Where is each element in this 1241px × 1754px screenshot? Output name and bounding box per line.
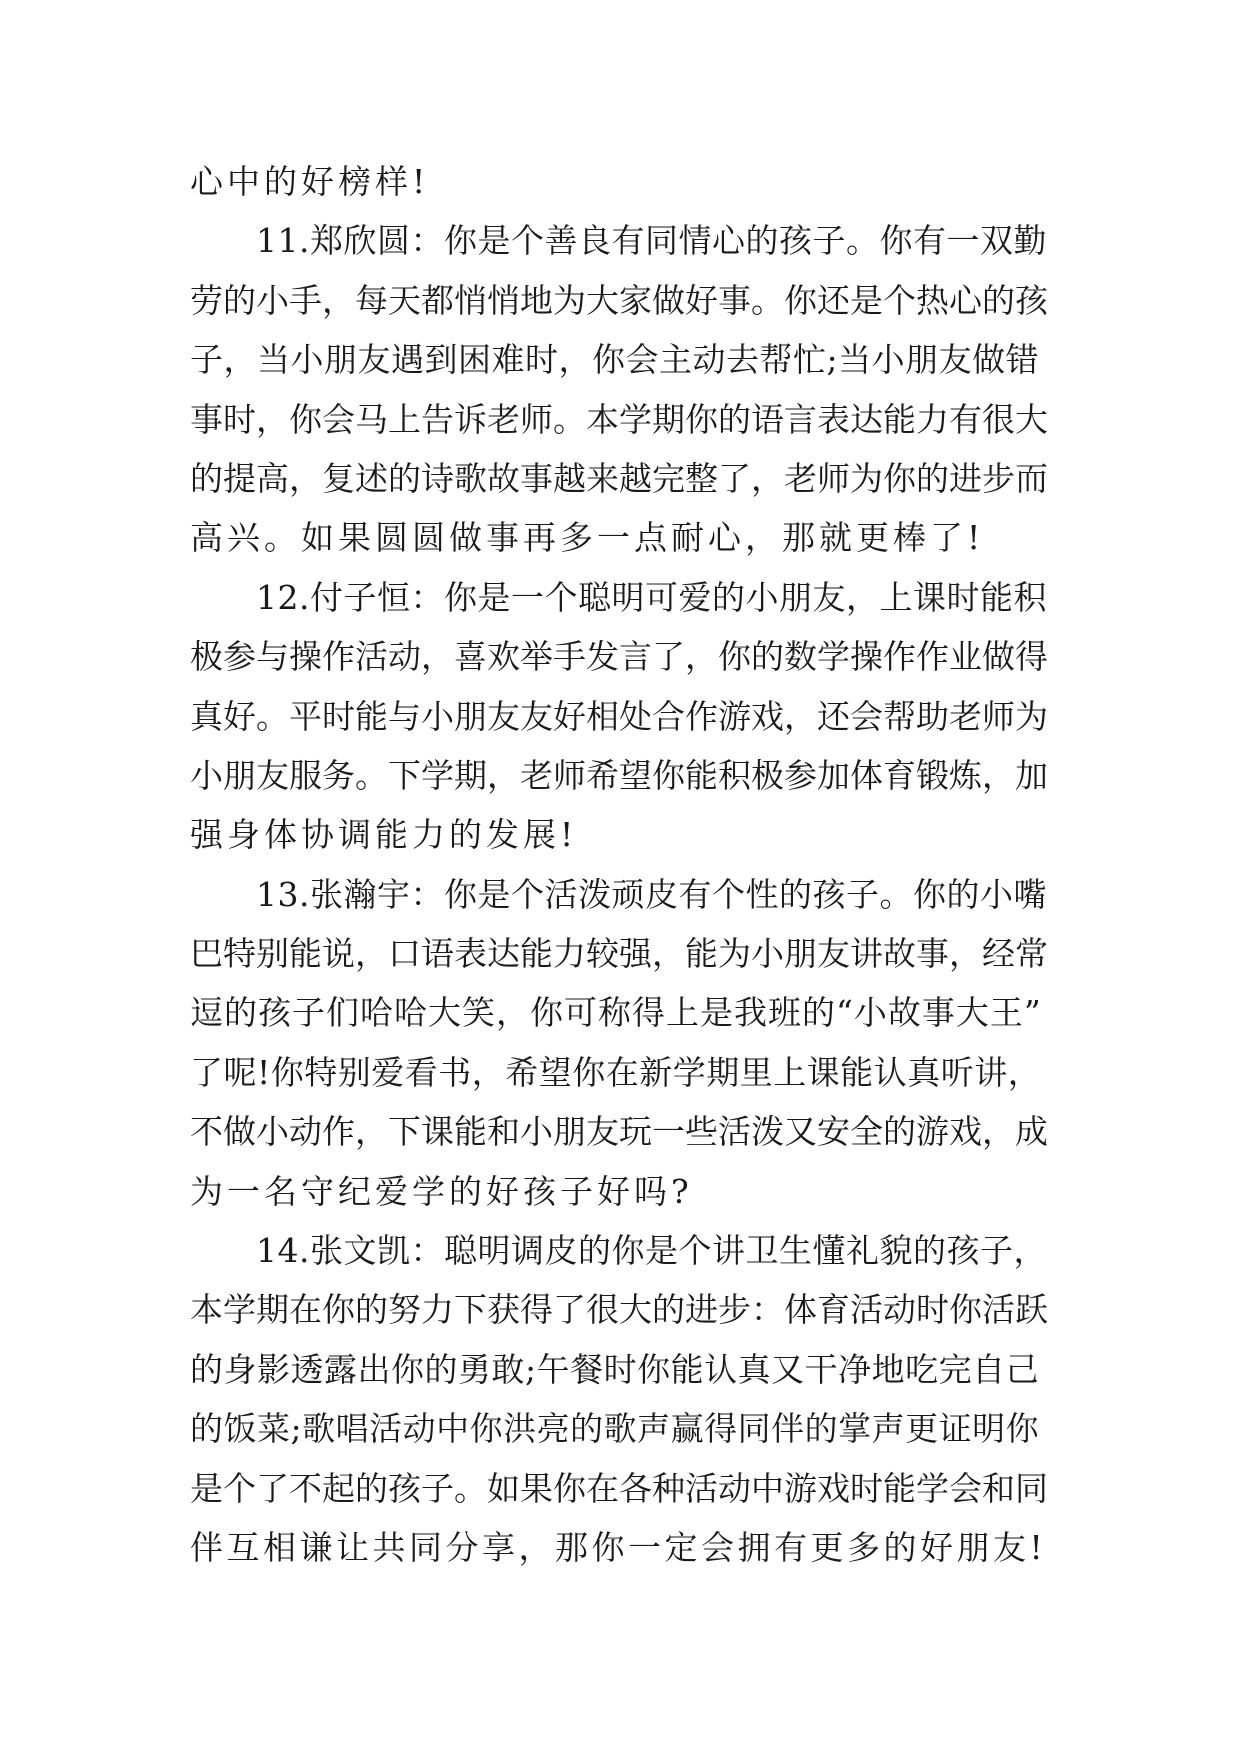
text-line: 本学期在你的努力下获得了很大的进步：体育活动时你活跃 (190, 1290, 1048, 1330)
text-line: 的饭菜;歌唱活动中你洪亮的歌声赢得同伴的掌声更证明你 (190, 1409, 1040, 1449)
text-line: 真好。平时能与小朋友友好相处合作游戏，还会帮助老师为 (190, 696, 1048, 736)
text-line: 为一名守纪爱学的好孩子好吗? (190, 1171, 693, 1211)
text-line: 强身体协调能力的发展! (190, 815, 578, 855)
text-line: 小朋友服务。下学期，老师希望你能积极参加体育锻炼，加 (190, 755, 1048, 795)
text-line: 高兴。如果圆圆做事再多一点耐心，那就更棒了! (190, 518, 985, 558)
text-line: 心中的好榜样! (190, 162, 430, 201)
text-line: 事时，你会马上告诉老师。本学期你的语言表达能力有很大 (190, 399, 1048, 439)
paragraph-start-line: 11.郑欣圆：你是个善良有同情心的孩子。你有一双勤 (256, 221, 1047, 261)
text-line: 极参与操作活动，喜欢举手发言了，你的数学操作作业做得 (190, 637, 1048, 677)
text-line: 劳的小手，每天都悄悄地为大家做好事。你还是个热心的孩 (190, 280, 1048, 320)
paragraph-start-line: 13.张瀚宇：你是个活泼顽皮有个性的孩子。你的小嘴 (256, 874, 1047, 914)
text-line: 了呢!你特别爱看书，希望你在新学期里上课能认真听讲， (190, 1052, 1042, 1092)
paragraph-start-line: 14.张文凯：聪明调皮的你是个讲卫生懂礼貌的孩子， (256, 1231, 1047, 1271)
text-line: 巴特别能说，口语表达能力较强，能为小朋友讲故事，经常 (190, 934, 1048, 974)
text-line: 是个了不起的孩子。如果你在各种活动中游戏时能学会和同 (190, 1468, 1048, 1508)
text-line: 的提高，复述的诗歌故事越来越完整了，老师为你的进步而 (190, 458, 1048, 498)
text-line: 不做小动作，下课能和小朋友玩一些活泼又安全的游戏，成 (190, 1112, 1048, 1152)
text-line: 的身影透露出你的勇敢;午餐时你能认真又干净地吃完自己 (190, 1349, 1040, 1389)
text-line: 逗的孩子们哈哈大笑，你可称得上是我班的“小故事大王” (190, 993, 1042, 1033)
text-line: 伴互相谦让共同分享，那你一定会拥有更多的好朋友! (190, 1527, 1047, 1567)
document-body (190, 152, 1050, 1577)
paragraph-start-line: 12.付子恒：你是一个聪明可爱的小朋友，上课时能积 (256, 577, 1047, 617)
text-line: 子，当小朋友遇到困难时，你会主动去帮忙;当小朋友做错 (190, 340, 1040, 380)
